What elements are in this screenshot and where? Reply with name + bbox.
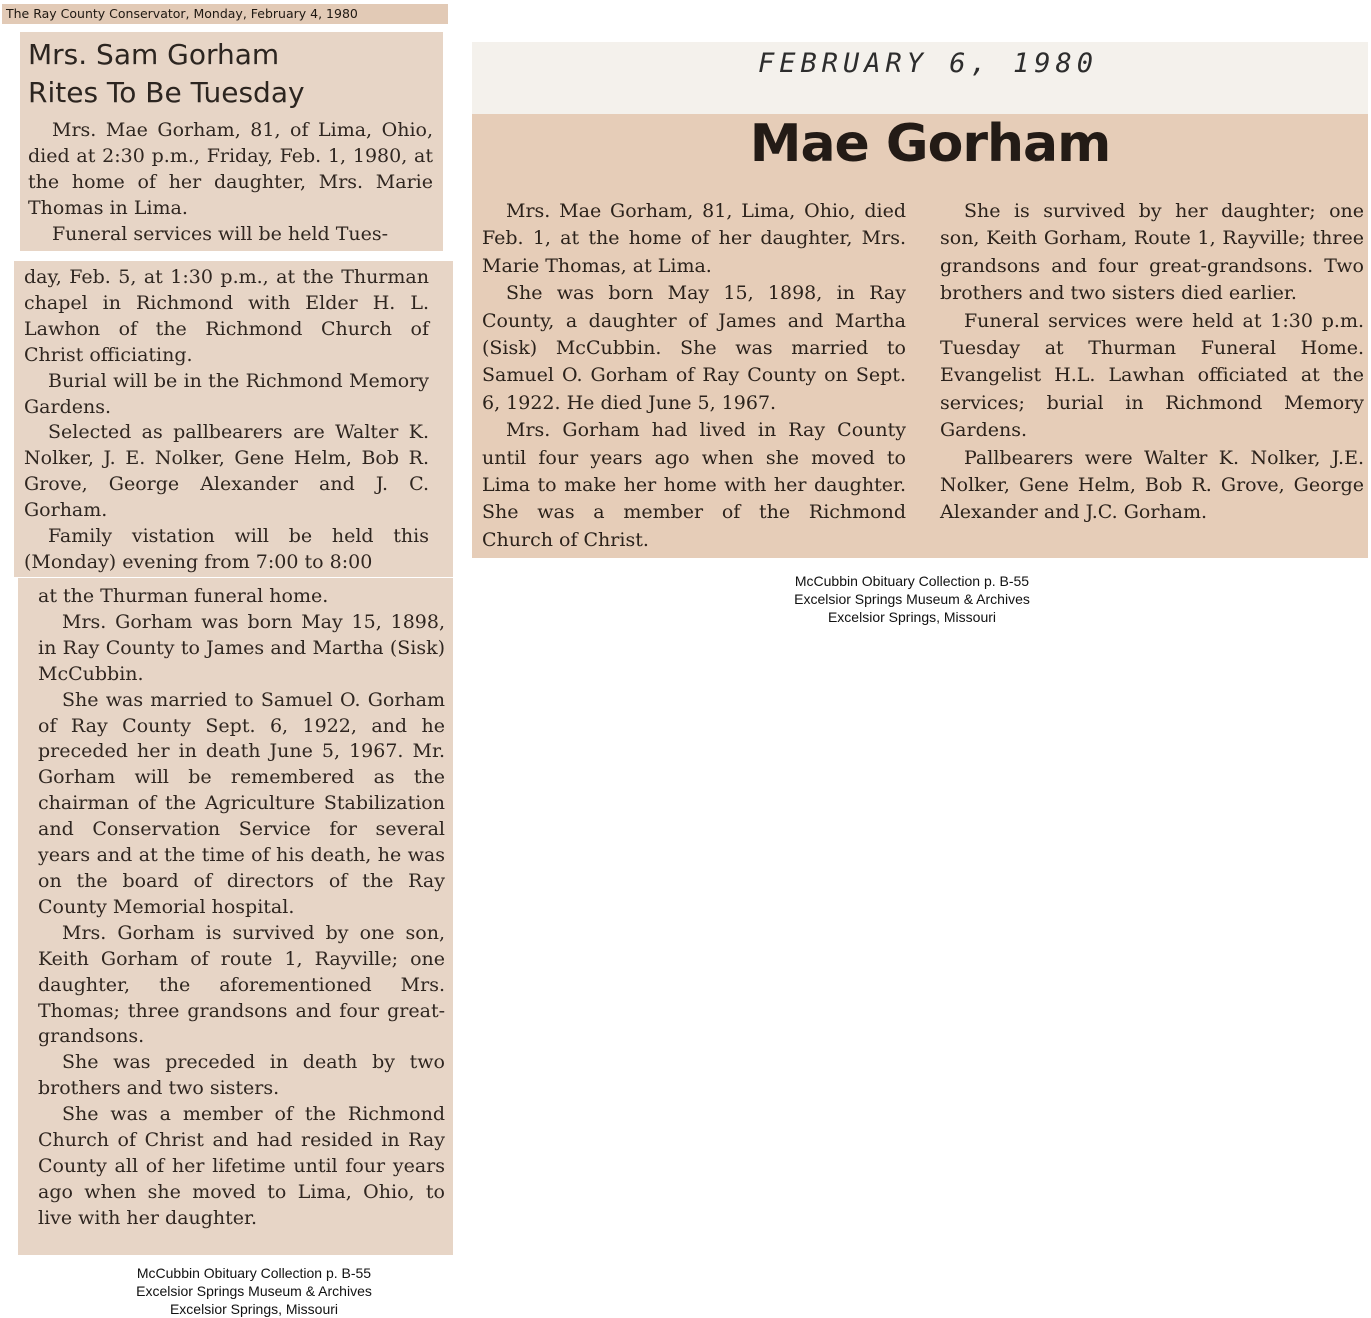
caption-line: McCubbin Obituary Collection p. B-55 — [794, 573, 1030, 589]
left-paragraph: at the Thurman funeral home. — [38, 585, 329, 607]
caption-line: McCubbin Obituary Collection p. B-55 — [136, 1265, 372, 1281]
caption-line: Excelsior Springs, Missouri — [169, 1301, 339, 1317]
collection-caption-left — [54, 1264, 454, 1318]
right-paragraph: Mrs. Gorham had lived in Ray County until four years ago when she moved to Lima to make her home with her daughter. She was a member of the Richmond Church of Christ. — [482, 419, 906, 551]
right-paragraph: Pallbearers were Walter K. Nolker, J.E. Nolker, Gene Helm, Bob R. Grove, George Alexander and J.C. Gorham. — [940, 446, 1364, 524]
left-headline-line-2: Rites To Be Tuesday — [28, 76, 305, 109]
left-paragraph: She was preceded in death by two brothers and two sisters. — [38, 1051, 445, 1100]
left-clipping-part-3 — [18, 578, 453, 1255]
handwritten-date: FEBRUARY 6, 1980 — [757, 48, 1099, 79]
caption-line: Excelsior Springs Museum & Archives — [794, 591, 1030, 607]
right-paragraph: Mrs. Mae Gorham, 81, Lima, Ohio, died Feb. 1, at the home of her daughter, Mrs. Marie Thomas, at Lima. — [482, 200, 906, 277]
newspaper-source-label: The Ray County Conservator, Monday, February 4, 1980 — [2, 4, 448, 24]
left-headline — [28, 36, 433, 112]
left-paragraph: Funeral services will be held Tues- — [52, 222, 389, 245]
collection-caption-right — [712, 572, 1112, 626]
left-paragraph: Selected as pallbearers are Walter K. Nolker, J. E. Nolker, Gene Helm, Bob R. Grove, George Alexander and J. C. Gorham. — [24, 421, 429, 522]
right-paragraph: Funeral services were held at 1:30 p.m. Tuesday at Thurman Funeral Home. Evangelist H.L. Lawhan officiated at the services; burial in Richmond Memory Gardens. — [940, 309, 1364, 442]
caption-line: Excelsior Springs, Missouri — [827, 609, 997, 625]
right-column-2 — [940, 198, 1364, 527]
left-paragraph: Mrs. Gorham was born May 15, 1898, in Ray County to James and Martha (Sisk) McCubbin. — [38, 610, 445, 685]
left-clipping-part-1 — [20, 32, 443, 251]
left-paragraph: Family vistation will be held this (Monday) evening from 7:00 to 8:00 — [24, 525, 429, 573]
right-headline: Mae Gorham — [749, 114, 1111, 174]
left-paragraph: day, Feb. 5, at 1:30 p.m., at the Thurman chapel in Richmond with Elder H. L. Lawhon of the Richmond Church of Christ officiating. — [24, 266, 429, 366]
left-paragraph: Mrs. Mae Gorham, 81, of Lima, Ohio, died at 2:30 p.m., Friday, Feb. 1, 1980, at the home of her daughter, Mrs. Marie Thomas in Lima. — [28, 119, 433, 219]
left-paragraph: Mrs. Gorham is survived by one son, Keith Gorham of route 1, Rayville; one daughter, the aforementioned Mrs. Thomas; three grandsons and four great-grandsons. — [38, 921, 445, 1048]
left-clipping-part-2 — [14, 261, 453, 577]
right-column-1 — [482, 198, 906, 554]
left-headline-line-1: Mrs. Sam Gorham — [28, 38, 280, 71]
caption-line: Excelsior Springs Museum & Archives — [136, 1283, 372, 1299]
left-paragraph: She was a member of the Richmond Church of Christ and had resided in Ray County all of her lifetime until four years ago when she moved to Lima, Ohio, to live with her daughter. — [38, 1103, 445, 1229]
right-paragraph: She was born May 15, 1898, in Ray County, a daughter of James and Martha (Sisk) McCubbin. She was married to Samuel O. Gorham of Ray County on Sept. 6, 1922. He died June 5, 1967. — [482, 282, 906, 414]
left-paragraph: She was married to Samuel O. Gorham of Ray County Sept. 6, 1922, and he preceded her in death June 5, 1967. Mr. Gorham will be remembered as the chairman of the Agriculture Stabilization and Conservation Service for several years and at the time of his death, he was on the board of directors of the Ray County Memorial hospital. — [38, 688, 445, 918]
left-paragraph: Burial will be in the Richmond Memory Gardens. — [24, 369, 429, 418]
right-paragraph: She is survived by her daughter; one son, Keith Gorham, Route 1, Rayville; three grandsons and four great-grandsons. Two brothers and two sisters died earlier. — [940, 200, 1364, 305]
